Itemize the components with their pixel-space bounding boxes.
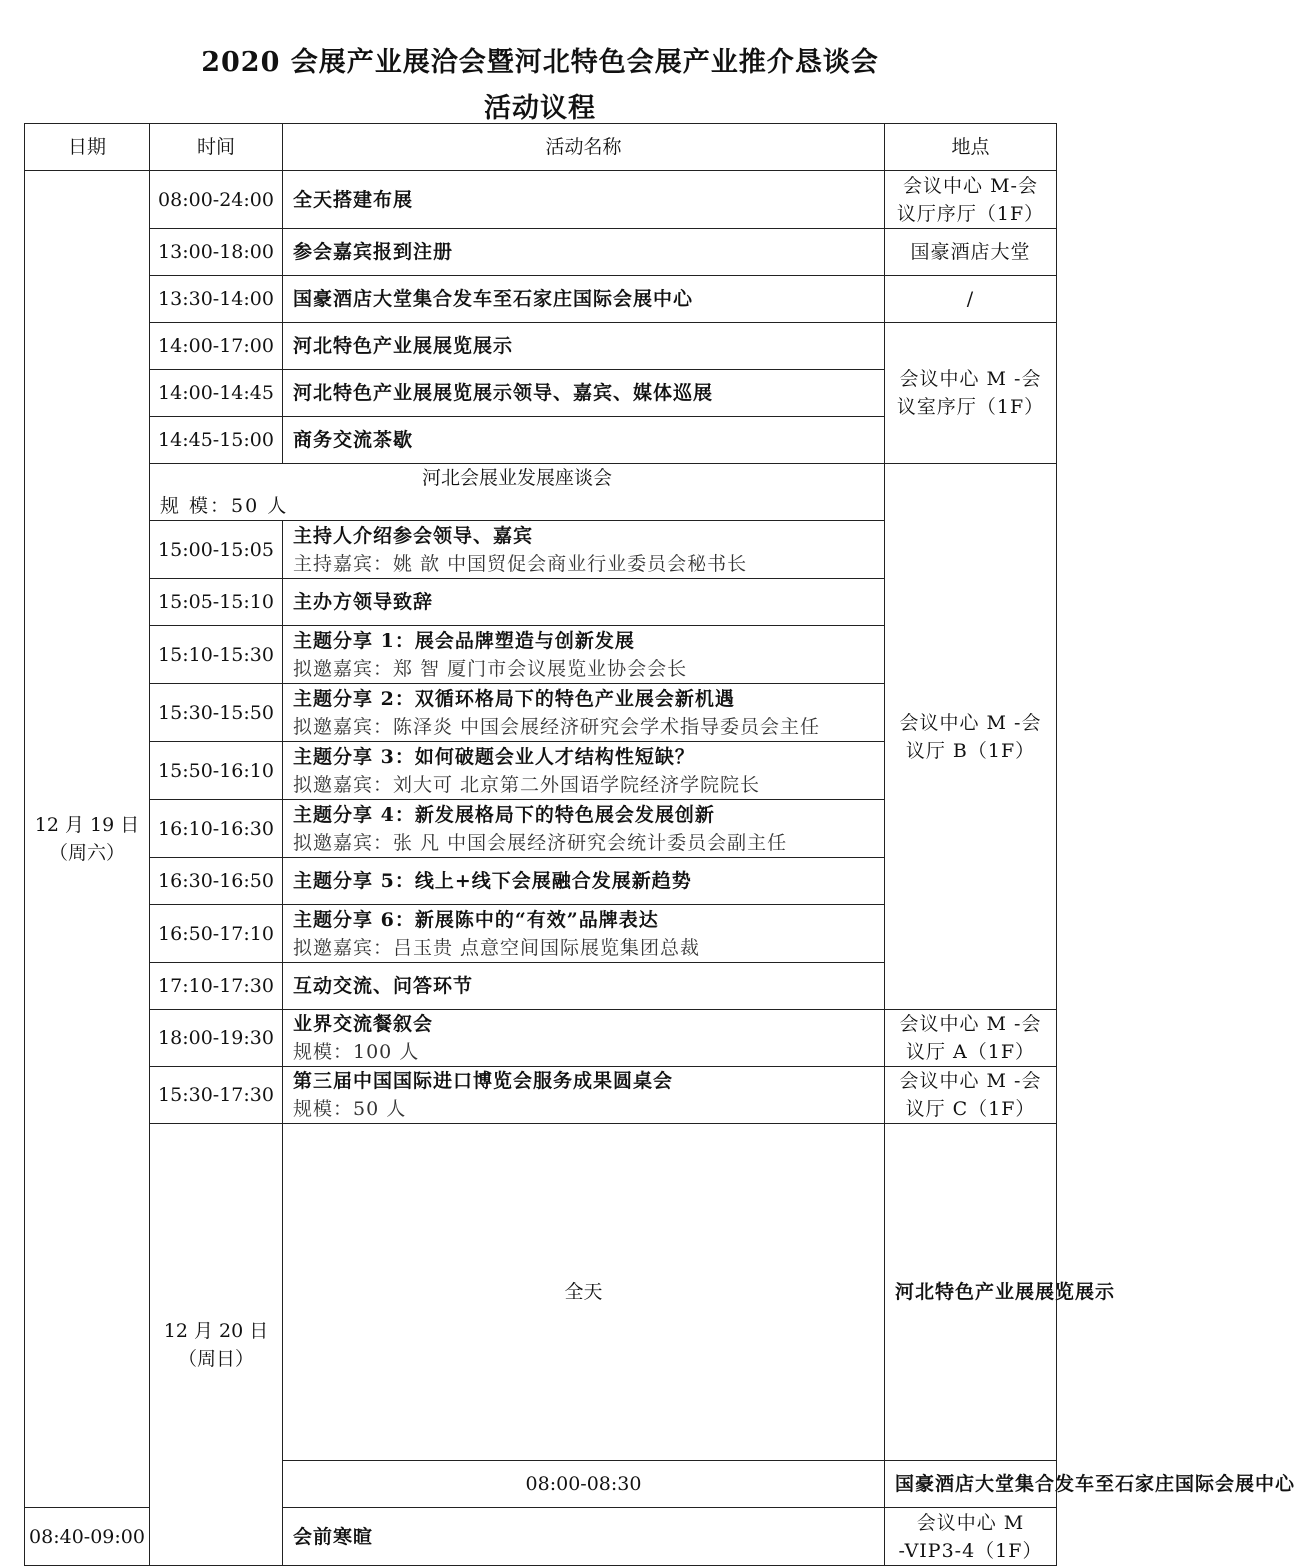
location-line: 会议中心 M -会 xyxy=(899,1070,1042,1092)
activity-guest: 拟邀嘉宾：陈泽炎 中国会展经济研究会学术指导委员会主任 xyxy=(293,715,821,738)
time-cell: 13:30-14:00 xyxy=(150,276,283,323)
location-cell xyxy=(885,171,1057,229)
activity-cell xyxy=(283,905,885,963)
forum-scale: 规 模：50 人 xyxy=(160,495,289,517)
location-cell xyxy=(885,1508,1057,1566)
header-location: 地点 xyxy=(885,124,1057,171)
time-cell: 15:10-15:30 xyxy=(150,626,283,684)
activity-cell xyxy=(283,684,885,742)
activity-name: 国豪酒店大堂集合发车至石家庄国际会展中心 xyxy=(895,1473,1295,1495)
date-label: 12 月 19 日 xyxy=(34,814,140,836)
time-cell: 14:45-15:00 xyxy=(150,417,283,464)
forum-header-cell xyxy=(150,464,885,521)
table-header-row xyxy=(25,124,1057,171)
time-cell: 13:00-18:00 xyxy=(150,229,283,276)
date-cell-day2 xyxy=(150,1124,283,1566)
activity-name: 主题分享 6：新展陈中的“有效”品牌表达 xyxy=(293,908,659,931)
header-activity: 活动名称 xyxy=(283,124,885,171)
activity-guest: 拟邀嘉宾：吕玉贵 点意空间国际展览集团总裁 xyxy=(293,936,701,959)
table-row xyxy=(25,323,1057,370)
time-cell: 15:30-17:30 xyxy=(150,1067,283,1124)
activity-name: 主题分享 1：展会品牌塑造与创新发展 xyxy=(293,629,635,652)
time-cell: 16:10-16:30 xyxy=(150,800,283,858)
activity-name: 主持人介绍参会领导、嘉宾 xyxy=(293,524,534,547)
location-cell xyxy=(885,1010,1057,1067)
activity-name: 会前寒暄 xyxy=(293,1525,374,1548)
table-row xyxy=(25,1124,1057,1461)
activity-name: 主办方领导致辞 xyxy=(293,591,434,613)
activity-name: 国豪酒店大堂集合发车至石家庄国际会展中心 xyxy=(293,288,694,310)
table-row xyxy=(25,276,1057,323)
location-cell xyxy=(885,1067,1057,1124)
time-cell: 08:00-08:30 xyxy=(283,1461,885,1508)
activity-name: 业界交流餐叙会 xyxy=(293,1013,434,1035)
date-cell-day1 xyxy=(25,171,150,1508)
activity-cell xyxy=(885,1461,1295,1508)
activity-name: 全天搭建布展 xyxy=(293,188,414,211)
location-line: 会议中心 M -会 xyxy=(899,368,1042,390)
header-date: 日期 xyxy=(25,124,150,171)
time-cell: 14:00-14:45 xyxy=(150,370,283,417)
activity-cell xyxy=(283,1508,885,1566)
location-line: -VIP3-4（1F） xyxy=(898,1539,1043,1562)
activity-cell xyxy=(283,417,885,464)
activity-cell xyxy=(283,858,885,905)
activity-name: 河北特色产业展展览展示 xyxy=(895,1281,1116,1303)
table-row xyxy=(25,229,1057,276)
activity-name: 互动交流、问答环节 xyxy=(293,975,474,997)
activity-name: 河北特色产业展展览展示领导、嘉宾、媒体巡展 xyxy=(293,382,714,404)
time-cell: 14:00-17:00 xyxy=(150,323,283,370)
time-cell: 08:40-09:00 xyxy=(25,1508,150,1566)
activity-guest: 拟邀嘉宾：张 凡 中国会展经济研究会统计委员会副主任 xyxy=(293,831,788,854)
forum-header-row xyxy=(25,464,1057,521)
time-cell: 16:30-16:50 xyxy=(150,858,283,905)
location-line: 议厅序厅（1F） xyxy=(896,202,1045,225)
activity-cell xyxy=(283,370,885,417)
agenda-table xyxy=(24,123,1295,1566)
location-line: 会议中心 M -会 xyxy=(899,1013,1042,1035)
time-cell: 15:05-15:10 xyxy=(150,579,283,626)
document-title: 2020 会展产业展洽会暨河北特色会展产业推介恳谈会 xyxy=(201,47,879,78)
activity-name: 商务交流茶歇 xyxy=(293,429,414,451)
document-subtitle: 活动议程 xyxy=(484,93,596,124)
activity-cell xyxy=(283,963,885,1010)
activity-cell xyxy=(283,1010,885,1067)
activity-cell xyxy=(283,579,885,626)
activity-cell xyxy=(283,171,885,229)
time-cell: 18:00-19:30 xyxy=(150,1010,283,1067)
activity-cell xyxy=(283,626,885,684)
activity-cell xyxy=(283,1067,885,1124)
activity-cell xyxy=(283,229,885,276)
location-line: 会议中心 M -会 xyxy=(899,711,1042,734)
location-cell xyxy=(885,323,1057,464)
activity-guest: 拟邀嘉宾：刘大可 北京第二外国语学院经济学院院长 xyxy=(293,773,761,796)
activity-cell xyxy=(283,276,885,323)
time-cell: 15:50-16:10 xyxy=(150,742,283,800)
location-line: 会议中心 M xyxy=(916,1511,1025,1534)
time-cell: 16:50-17:10 xyxy=(150,905,283,963)
forum-location-cell xyxy=(885,464,1057,1010)
activity-name: 河北特色产业展展览展示 xyxy=(293,335,514,357)
location-line: 议厅 B（1F） xyxy=(905,739,1036,762)
date-label: 12 月 20 日 xyxy=(163,1319,269,1342)
time-cell: 全天 xyxy=(283,1124,885,1461)
location-line: 议厅 C（1F） xyxy=(905,1098,1036,1120)
table-row xyxy=(25,171,1057,229)
time-cell: 15:00-15:05 xyxy=(150,521,283,579)
weekday-label: （周六） xyxy=(48,842,125,864)
forum-title: 河北会展业发展座谈会 xyxy=(421,467,612,489)
location-cell: / xyxy=(885,276,1057,323)
location-line: 会议中心 M-会 xyxy=(903,174,1038,197)
activity-guest: 主持嘉宾：姚 歆 中国贸促会商业行业委员会秘书长 xyxy=(293,552,748,575)
activity-cell xyxy=(283,800,885,858)
table-row xyxy=(25,1067,1057,1124)
activity-scale: 规模：100 人 xyxy=(293,1041,420,1063)
location-line: 议室序厅（1F） xyxy=(896,396,1045,418)
activity-name: 主题分享 5：线上+线下会展融合发展新趋势 xyxy=(293,870,692,892)
time-cell: 17:10-17:30 xyxy=(150,963,283,1010)
activity-cell xyxy=(885,1124,1116,1461)
activity-scale: 规模：50 人 xyxy=(293,1098,407,1120)
activity-name: 主题分享 4：新发展格局下的特色展会发展创新 xyxy=(293,803,715,826)
activity-cell xyxy=(283,742,885,800)
activity-cell xyxy=(283,323,885,370)
location-line: 议厅 A（1F） xyxy=(905,1041,1036,1063)
activity-name: 第三届中国国际进口博览会服务成果圆桌会 xyxy=(293,1070,674,1092)
activity-guest: 拟邀嘉宾：郑 智 厦门市会议展览业协会会长 xyxy=(293,657,688,680)
time-cell: 08:00-24:00 xyxy=(150,171,283,229)
activity-name: 主题分享 3：如何破题会业人才结构性短缺？ xyxy=(293,745,695,768)
location-cell: 国豪酒店大堂 xyxy=(885,229,1057,276)
activity-name: 主题分享 2：双循环格局下的特色产业展会新机遇 xyxy=(293,687,735,710)
time-cell: 15:30-15:50 xyxy=(150,684,283,742)
header-time: 时间 xyxy=(150,124,283,171)
activity-cell xyxy=(283,521,885,579)
weekday-label: （周日） xyxy=(177,1347,254,1370)
activity-name: 参会嘉宾报到注册 xyxy=(293,241,454,263)
table-row xyxy=(25,1010,1057,1067)
